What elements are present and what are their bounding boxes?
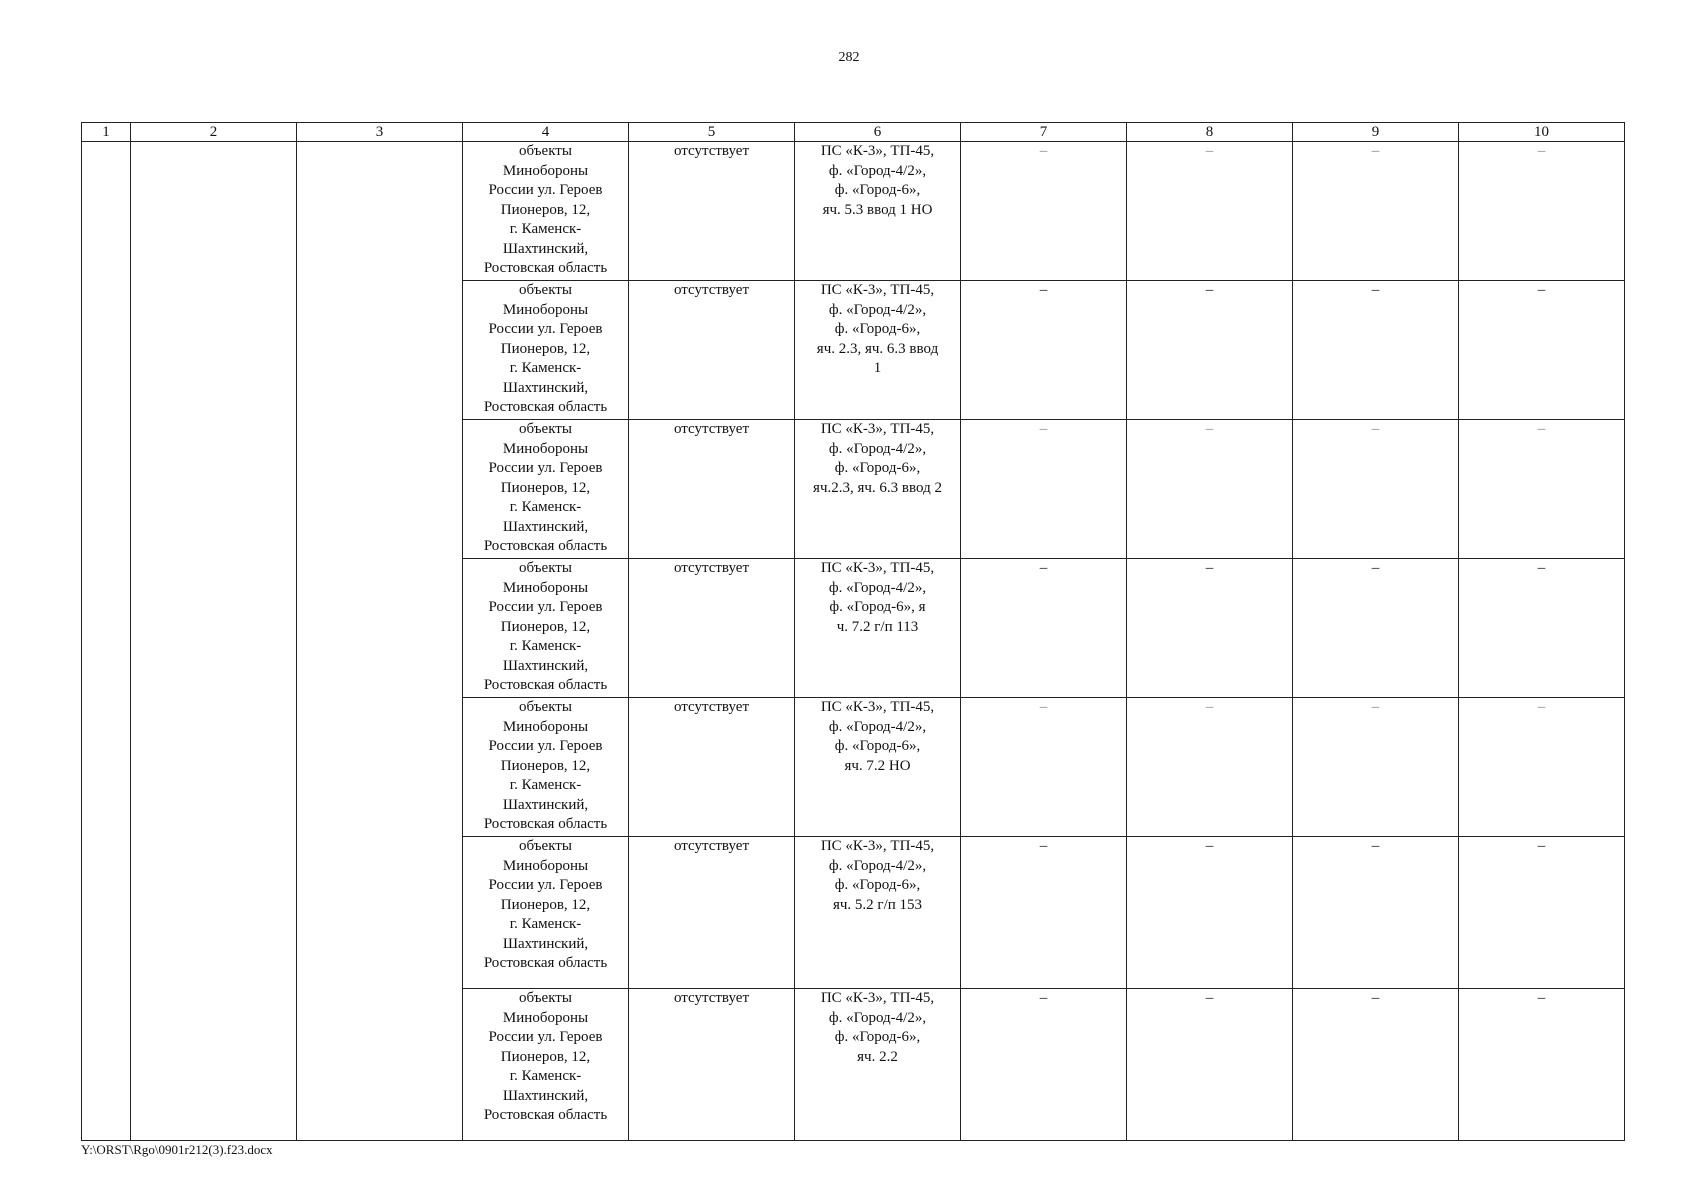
col1-cell: [82, 142, 131, 1141]
dash-cell: [1459, 281, 1625, 420]
object-line: объекты: [519, 560, 572, 576]
dash-cell: [961, 420, 1127, 559]
source-line: ф. «Город-4/2»,: [828, 857, 927, 874]
object-line: Шахтинский,: [502, 240, 589, 257]
object-line: объекты: [519, 990, 572, 1006]
dash-value: –: [1205, 282, 1214, 298]
dash-value: –: [1371, 838, 1380, 854]
object-line: Пионеров, 12,: [500, 896, 591, 913]
source-line: ф. «Город-4/2»,: [828, 718, 927, 735]
dash-value: –: [1205, 143, 1214, 159]
dash-cell: [1127, 698, 1293, 837]
object-line: Минобороны: [502, 579, 589, 596]
object-line: объекты: [519, 421, 572, 437]
column-header: 5: [629, 123, 795, 142]
object-line: Шахтинский,: [502, 657, 589, 674]
dash-cell: [1127, 559, 1293, 698]
object-line: г. Каменск-: [509, 360, 582, 376]
column-header: 1: [82, 123, 131, 142]
column-header: 8: [1127, 123, 1293, 142]
source-line: ф. «Город-6»,: [834, 877, 921, 893]
dash-value: –: [1205, 838, 1214, 854]
source-line: ф. «Город-6»,: [834, 738, 921, 754]
object-line: Шахтинский,: [502, 796, 589, 813]
dash-cell: [961, 698, 1127, 837]
object-line: Минобороны: [502, 857, 589, 874]
object-cell: [463, 989, 629, 1141]
source-line: ПС «К-3», ТП-45,: [820, 143, 935, 159]
object-line: Пионеров, 12,: [500, 757, 591, 774]
dash-value: –: [1537, 143, 1546, 159]
object-line: России ул. Героев: [488, 1029, 603, 1045]
object-line: г. Каменск-: [509, 499, 582, 515]
object-line: г. Каменск-: [509, 916, 582, 932]
object-line: России ул. Героев: [488, 599, 603, 615]
source-cell: [795, 281, 961, 420]
object-cell: [463, 420, 629, 559]
status-cell: отсутствует: [629, 559, 795, 698]
source-line: яч. 5.3 ввод 1 НО: [822, 201, 933, 218]
object-line: Ростовская область: [483, 816, 608, 832]
source-line: ф. «Город-4/2»,: [828, 162, 927, 179]
object-line: России ул. Героев: [488, 321, 603, 337]
object-cell: [463, 837, 629, 989]
dash-cell: [1293, 837, 1459, 989]
dash-value: –: [1537, 282, 1546, 298]
source-line: яч.2.3, яч. 6.3 ввод 2: [813, 479, 942, 496]
source-line: ф. «Город-4/2»,: [828, 579, 927, 596]
dash-cell: [1459, 837, 1625, 989]
dash-cell: [1127, 837, 1293, 989]
object-line: г. Каменск-: [509, 1068, 582, 1084]
dash-cell: [961, 559, 1127, 698]
source-line: ф. «Город-4/2»,: [828, 440, 927, 457]
dash-cell: [961, 837, 1127, 989]
dash-cell: [1459, 698, 1625, 837]
dash-cell: [1127, 420, 1293, 559]
dash-value: –: [1537, 421, 1546, 437]
object-line: Ростовская область: [483, 955, 608, 971]
dash-value: –: [1039, 699, 1048, 715]
dash-value: –: [1205, 560, 1214, 576]
object-line: Ростовская область: [483, 1107, 608, 1123]
object-line: Пионеров, 12,: [500, 479, 591, 496]
column-header: 10: [1459, 123, 1625, 142]
dash-cell: [1127, 142, 1293, 281]
object-line: Минобороны: [502, 162, 589, 179]
source-line: яч. 7.2 НО: [844, 757, 911, 774]
dash-value: –: [1039, 282, 1048, 298]
source-line: ф. «Город-4/2»,: [828, 1009, 927, 1026]
object-line: объекты: [519, 699, 572, 715]
object-line: г. Каменск-: [509, 638, 582, 654]
dash-cell: [1293, 142, 1459, 281]
status-cell: отсутствует: [629, 142, 795, 281]
object-line: Шахтинский,: [502, 518, 589, 535]
object-line: России ул. Героев: [488, 877, 603, 893]
object-line: России ул. Героев: [488, 460, 603, 476]
dash-value: –: [1039, 838, 1048, 854]
dash-value: –: [1537, 838, 1546, 854]
object-line: Ростовская область: [483, 399, 608, 415]
object-cell: [463, 281, 629, 420]
dash-value: –: [1205, 421, 1214, 437]
object-line: г. Каменск-: [509, 777, 582, 793]
source-line: ПС «К-3», ТП-45,: [820, 699, 935, 715]
dash-cell: [1459, 142, 1625, 281]
dash-cell: [1293, 281, 1459, 420]
object-line: Ростовская область: [483, 260, 608, 276]
dash-cell: [1127, 989, 1293, 1141]
file-path: Y:\ORST\Rgo\0901r212(3).f23.docx: [81, 1142, 273, 1157]
source-line: ф. «Город-6»,: [834, 1029, 921, 1045]
dash-cell: [1459, 559, 1625, 698]
object-line: Минобороны: [502, 301, 589, 318]
object-line: России ул. Героев: [488, 182, 603, 198]
source-line: 1: [873, 360, 882, 376]
source-cell: [795, 989, 961, 1141]
source-line: ПС «К-3», ТП-45,: [820, 421, 935, 437]
table-body: [82, 142, 1625, 1141]
source-cell: [795, 698, 961, 837]
object-line: Ростовская область: [483, 538, 608, 554]
column-header: 4: [463, 123, 629, 142]
source-line: ф. «Город-6»,: [834, 321, 921, 337]
dash-cell: [961, 989, 1127, 1141]
source-line: яч. 5.2 г/п 153: [832, 896, 923, 913]
object-cell: [463, 698, 629, 837]
dash-cell: [1293, 698, 1459, 837]
source-line: ч. 7.2 г/п 113: [836, 618, 919, 635]
status-cell: отсутствует: [629, 420, 795, 559]
dash-cell: [1293, 559, 1459, 698]
status-cell: отсутствует: [629, 281, 795, 420]
source-cell: [795, 559, 961, 698]
object-line: Ростовская область: [483, 677, 608, 693]
object-line: Шахтинский,: [502, 379, 589, 396]
source-line: яч. 2.3, яч. 6.3 ввод: [816, 340, 939, 357]
status-cell: отсутствует: [629, 989, 795, 1141]
dash-value: –: [1537, 560, 1546, 576]
source-line: ПС «К-3», ТП-45,: [820, 990, 935, 1006]
source-line: ПС «К-3», ТП-45,: [820, 282, 935, 298]
header-row: [82, 123, 1625, 142]
source-cell: [795, 837, 961, 989]
source-line: ф. «Город-6»,: [834, 460, 921, 476]
status-cell: отсутствует: [629, 698, 795, 837]
object-line: Пионеров, 12,: [500, 201, 591, 218]
dash-cell: [1459, 989, 1625, 1141]
dash-value: –: [1371, 421, 1380, 437]
dash-value: –: [1039, 990, 1048, 1006]
source-cell: [795, 142, 961, 281]
object-line: объекты: [519, 282, 572, 298]
data-table: [81, 122, 1625, 1141]
dash-value: –: [1371, 990, 1380, 1006]
column-header: 6: [795, 123, 961, 142]
object-line: Минобороны: [502, 440, 589, 457]
column-header: 2: [131, 123, 297, 142]
dash-cell: [961, 142, 1127, 281]
source-cell: [795, 420, 961, 559]
dash-value: –: [1039, 143, 1048, 159]
column-header: 9: [1293, 123, 1459, 142]
object-line: России ул. Героев: [488, 738, 603, 754]
page-number: 282: [838, 50, 860, 65]
source-line: ф. «Город-6», я: [829, 599, 926, 615]
source-line: ф. «Город-6»,: [834, 182, 921, 198]
source-line: яч. 2.2: [857, 1048, 898, 1065]
object-line: Пионеров, 12,: [500, 618, 591, 635]
dash-value: –: [1039, 421, 1048, 437]
dash-value: –: [1039, 560, 1048, 576]
object-line: Шахтинский,: [502, 935, 589, 952]
object-line: Пионеров, 12,: [500, 340, 591, 357]
dash-value: –: [1371, 143, 1380, 159]
dash-cell: [1127, 281, 1293, 420]
object-line: Шахтинский,: [502, 1087, 589, 1104]
object-line: объекты: [519, 143, 572, 159]
column-header: 3: [297, 123, 463, 142]
dash-cell: [961, 281, 1127, 420]
object-line: г. Каменск-: [509, 221, 582, 237]
object-line: Минобороны: [502, 1009, 589, 1026]
dash-value: –: [1371, 560, 1380, 576]
object-line: Минобороны: [502, 718, 589, 735]
dash-cell: [1293, 989, 1459, 1141]
col2-cell: [131, 142, 297, 1141]
dash-value: –: [1537, 990, 1546, 1006]
dash-cell: [1459, 420, 1625, 559]
column-header: 7: [961, 123, 1127, 142]
status-cell: отсутствует: [629, 837, 795, 989]
object-cell: [463, 142, 629, 281]
dash-value: –: [1205, 699, 1214, 715]
object-cell: [463, 559, 629, 698]
dash-cell: [1293, 420, 1459, 559]
source-line: ПС «К-3», ТП-45,: [820, 838, 935, 854]
object-line: объекты: [519, 838, 572, 854]
col3-cell: [297, 142, 463, 1141]
table-row: [82, 142, 1625, 281]
dash-value: –: [1205, 990, 1214, 1006]
source-line: ПС «К-3», ТП-45,: [820, 560, 935, 576]
source-line: ф. «Город-4/2»,: [828, 301, 927, 318]
dash-value: –: [1371, 282, 1380, 298]
dash-value: –: [1537, 699, 1546, 715]
dash-value: –: [1371, 699, 1380, 715]
object-line: Пионеров, 12,: [500, 1048, 591, 1065]
